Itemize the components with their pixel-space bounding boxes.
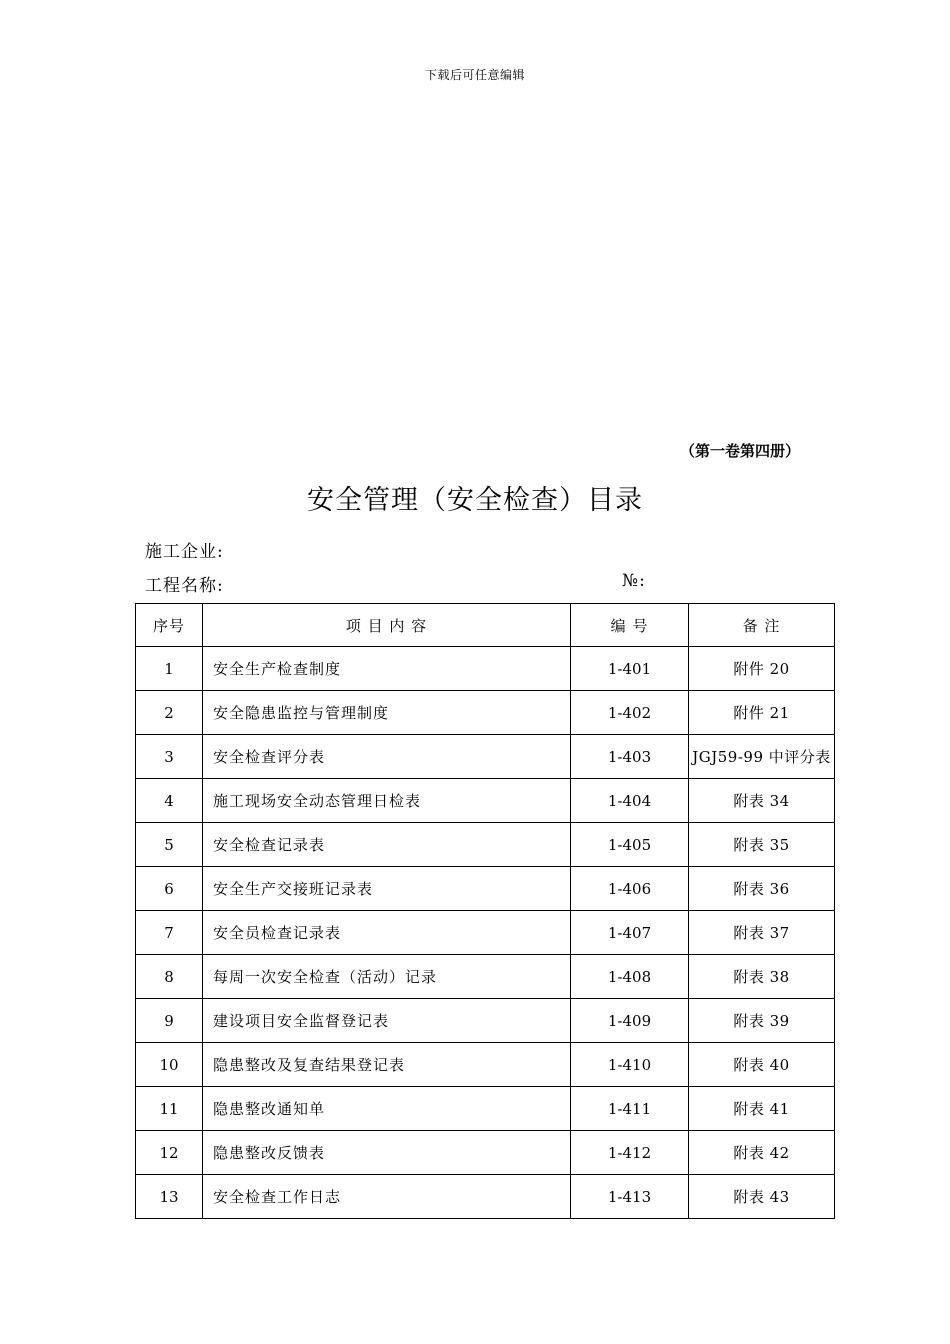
row-code: 1-403 bbox=[571, 735, 689, 779]
table-body bbox=[136, 647, 835, 1219]
table-row bbox=[136, 911, 835, 955]
row-code: 1-411 bbox=[571, 1087, 689, 1131]
row-item: 隐患整改通知单 bbox=[203, 1087, 571, 1131]
table-row bbox=[136, 735, 835, 779]
row-note: 附件 20 bbox=[689, 647, 835, 691]
row-code: 1-408 bbox=[571, 955, 689, 999]
row-seq: 11 bbox=[136, 1087, 203, 1131]
project-name-field-label: 工程名称: bbox=[145, 576, 224, 596]
row-note: JGJ59-99 中评分表 bbox=[689, 735, 835, 779]
row-code: 1-401 bbox=[571, 647, 689, 691]
row-seq: 2 bbox=[136, 691, 203, 735]
row-item: 安全检查记录表 bbox=[203, 823, 571, 867]
row-code: 1-406 bbox=[571, 867, 689, 911]
row-note: 附件 21 bbox=[689, 691, 835, 735]
page-title: 安全管理（安全检查）目录 bbox=[307, 485, 643, 516]
row-code: 1-413 bbox=[571, 1175, 689, 1219]
row-note: 附表 36 bbox=[689, 867, 835, 911]
row-seq: 3 bbox=[136, 735, 203, 779]
row-item: 安全员检查记录表 bbox=[203, 911, 571, 955]
table-row bbox=[136, 867, 835, 911]
row-code: 1-405 bbox=[571, 823, 689, 867]
row-item: 每周一次安全检查（活动）记录 bbox=[203, 955, 571, 999]
row-code: 1-404 bbox=[571, 779, 689, 823]
row-seq: 1 bbox=[136, 647, 203, 691]
table-row bbox=[136, 1175, 835, 1219]
row-note: 附表 43 bbox=[689, 1175, 835, 1219]
row-item: 隐患整改及复查结果登记表 bbox=[203, 1043, 571, 1087]
row-seq: 12 bbox=[136, 1131, 203, 1175]
row-item: 安全生产交接班记录表 bbox=[203, 867, 571, 911]
header-code: 编 号 bbox=[571, 604, 689, 647]
row-seq: 4 bbox=[136, 779, 203, 823]
header-seq: 序号 bbox=[136, 604, 203, 647]
company-field-label: 施工企业: bbox=[145, 542, 224, 562]
table-row bbox=[136, 647, 835, 691]
table-row bbox=[136, 779, 835, 823]
row-note: 附表 41 bbox=[689, 1087, 835, 1131]
row-item: 安全检查评分表 bbox=[203, 735, 571, 779]
row-note: 附表 42 bbox=[689, 1131, 835, 1175]
row-code: 1-410 bbox=[571, 1043, 689, 1087]
table-row bbox=[136, 999, 835, 1043]
row-item: 安全生产检查制度 bbox=[203, 647, 571, 691]
table-row bbox=[136, 1043, 835, 1087]
catalog-table bbox=[135, 603, 835, 1219]
row-note: 附表 38 bbox=[689, 955, 835, 999]
row-seq: 8 bbox=[136, 955, 203, 999]
row-seq: 10 bbox=[136, 1043, 203, 1087]
header-note-col: 备 注 bbox=[689, 604, 835, 647]
row-item: 施工现场安全动态管理日检表 bbox=[203, 779, 571, 823]
number-field-label: №: bbox=[622, 571, 646, 591]
row-item: 安全隐患监控与管理制度 bbox=[203, 691, 571, 735]
table-row bbox=[136, 691, 835, 735]
row-note: 附表 37 bbox=[689, 911, 835, 955]
table-row bbox=[136, 1131, 835, 1175]
header-item: 项 目 内 容 bbox=[203, 604, 571, 647]
row-seq: 9 bbox=[136, 999, 203, 1043]
row-note: 附表 34 bbox=[689, 779, 835, 823]
row-item: 建设项目安全监督登记表 bbox=[203, 999, 571, 1043]
volume-label: （第一卷第四册） bbox=[679, 442, 800, 460]
row-note: 附表 40 bbox=[689, 1043, 835, 1087]
table-header-row bbox=[136, 604, 835, 647]
row-seq: 13 bbox=[136, 1175, 203, 1219]
table-row bbox=[136, 1087, 835, 1131]
row-code: 1-402 bbox=[571, 691, 689, 735]
row-note: 附表 35 bbox=[689, 823, 835, 867]
table-row bbox=[136, 955, 835, 999]
row-note: 附表 39 bbox=[689, 999, 835, 1043]
row-code: 1-412 bbox=[571, 1131, 689, 1175]
row-item: 安全检查工作日志 bbox=[203, 1175, 571, 1219]
row-seq: 5 bbox=[136, 823, 203, 867]
row-code: 1-407 bbox=[571, 911, 689, 955]
row-seq: 6 bbox=[136, 867, 203, 911]
header-note: 下载后可任意编辑 bbox=[424, 68, 525, 82]
row-seq: 7 bbox=[136, 911, 203, 955]
table-row bbox=[136, 823, 835, 867]
row-code: 1-409 bbox=[571, 999, 689, 1043]
row-item: 隐患整改反馈表 bbox=[203, 1131, 571, 1175]
